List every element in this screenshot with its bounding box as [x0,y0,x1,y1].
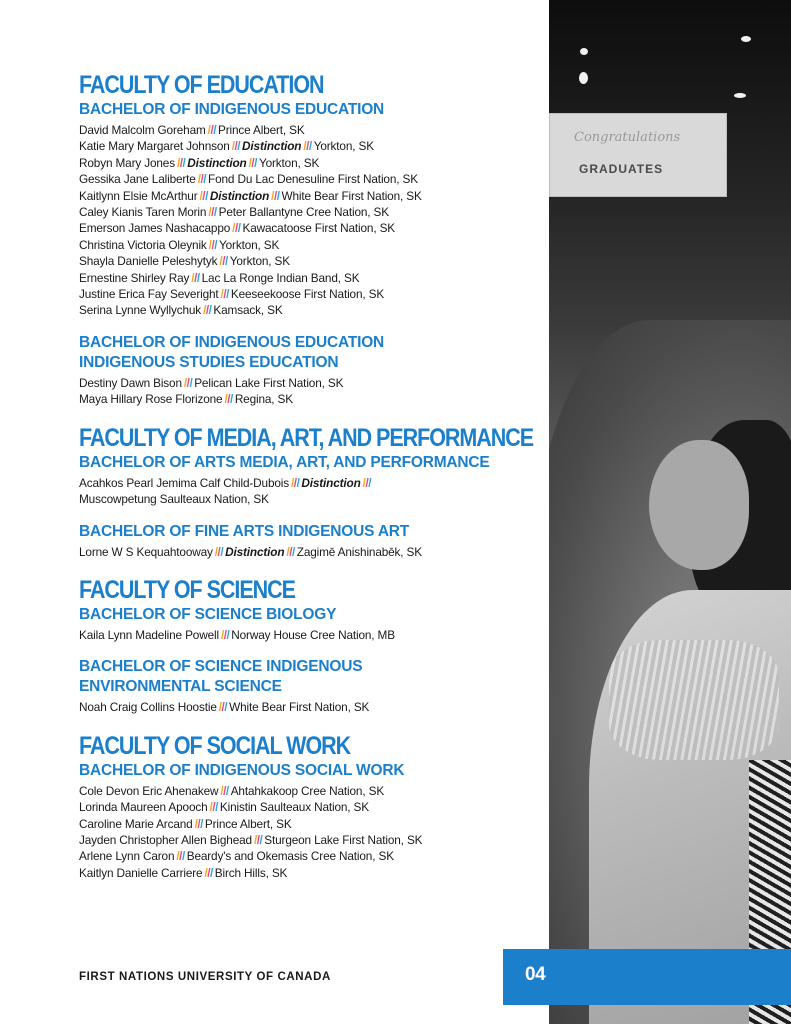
graduate-entry [79,699,549,715]
separator-slash: / [212,800,216,815]
separator-slash: / [291,475,294,490]
separator-slashes [221,628,229,642]
graduate-list [79,544,549,560]
graduate-name: Caroline Marie Arcand [79,816,193,831]
graduate-name: Cole Devon Eric Ahenakew [79,783,219,798]
banner-script: Congratulations [574,130,681,145]
separator-slashes [219,700,227,714]
graduate-entry [79,627,549,643]
separator-slash: / [227,392,231,407]
separator-slash: / [251,155,255,170]
separator-slashes [291,476,299,490]
separator-slash: / [230,392,233,407]
separator-slash: / [213,205,217,220]
graduate-hometown: Kawacatoose First Nation, SK [242,221,396,236]
graduate-entry [79,799,549,815]
separator-slash: / [176,155,180,170]
separator-slash: / [211,205,214,220]
graduate-list [79,627,549,643]
separator-slash: / [234,139,238,154]
graduate-hometown: Norway House Cree Nation, MB [231,627,395,642]
separator-slash: / [293,475,297,490]
separator-slashes [195,817,203,831]
graduate-hometown: Yorkton, SK [219,237,280,252]
separator-slash: / [208,237,212,252]
separator-slash: / [223,627,227,642]
graduate-hometown: Keeseekoose First Nation, SK [230,287,385,302]
separator-slash: / [209,800,213,815]
separator-slashes [249,156,257,170]
graduate-face [649,440,749,570]
graduate-entry [79,171,549,187]
separator-slash: / [226,627,230,642]
separator-slash: / [308,139,312,154]
graduate-entry [79,832,549,848]
separator-slash: / [197,816,201,831]
graduate-entry [79,865,549,881]
separator-slash: / [179,155,183,170]
program-heading: BACHELOR OF INDIGENOUS EDUCATION [79,101,385,118]
ceiling-light [579,72,588,84]
separator-slash: / [208,303,212,318]
separator-slash: / [223,287,227,302]
separator-slashes [177,156,185,170]
separator-slash: / [254,155,257,170]
separator-slash: / [220,627,224,642]
program-heading: BACHELOR OF FINE ARTS INDIGENOUS ART [79,522,410,540]
graduate-name: Kaila Lynn Madeline Powell [79,627,219,642]
graduate-entry [79,155,549,171]
separator-slashes [219,254,227,268]
separator-slash: / [291,544,295,559]
separator-slash: / [196,270,200,285]
separator-slash: / [194,270,197,285]
separator-slash: / [256,832,260,847]
graduate-hometown: Yorkton, SK [229,254,290,269]
graduate-name: Serina Lynne Wyllychuk [79,303,202,318]
separator-slash: / [303,139,307,154]
graduate-entry [79,475,549,508]
graduate-name: Ernestine Shirley Ray [79,270,190,285]
banner-text: GRADUATES [579,162,664,176]
graduate-entry [79,391,549,407]
program-heading: ENVIRONMENTAL SCIENCE [79,678,282,696]
separator-slash: / [368,475,372,490]
distinction-label: Distinction [301,475,361,490]
graduate-hometown: Peter Ballantyne Cree Nation, SK [218,205,389,220]
graduate-entry [79,138,549,154]
graduate-name: Robyn Mary Jones [79,155,175,170]
section-spacer [79,408,549,423]
program-spacer [79,508,549,522]
graduate-name: Jayden Christopher Allen Bighead [79,832,252,847]
separator-slashes [303,139,311,153]
separator-slash: / [210,865,213,880]
ceiling-light [734,93,746,98]
separator-slash: / [176,849,180,864]
separator-slash: / [203,303,206,318]
graduate-name: Lorinda Maureen Apooch [79,800,208,815]
graduate-name: Shayla Danielle Peleshytyk [79,254,218,269]
graduate-entry [79,204,549,220]
graduate-entry [79,270,549,286]
graduate-hometown: Yorkton, SK [313,139,374,154]
separator-slashes [221,287,229,301]
faculty-heading: FACULTY OF MEDIA, ART, AND PERFORMANCE [79,423,534,452]
separator-slash: / [289,544,292,559]
separator-slash: / [259,832,263,847]
separator-slash: / [214,544,218,559]
separator-slash: / [232,221,235,236]
graduate-hometown: Kinistin Saulteaux Nation, SK [219,800,369,815]
graduate-hometown: Prince Albert, SK [218,123,305,137]
graduate-hometown: Yorkton, SK [258,155,320,170]
separator-slash: / [181,849,185,864]
separator-slash: / [231,139,235,154]
separator-slashes [176,849,184,863]
graduate-name: Emerson James Nashacappo [79,221,231,236]
separator-slashes [232,139,240,153]
separator-slash: / [182,155,186,170]
section-spacer [79,716,549,731]
separator-slashes [286,545,294,559]
separator-slash: / [306,139,309,154]
graduate-entry [79,375,549,391]
separator-slash: / [194,816,198,831]
separator-slashes [184,376,192,390]
separator-slashes [198,172,206,186]
graduate-hometown: Sturgeon Lake First Nation, SK [264,832,423,847]
separator-slash: / [273,188,277,203]
graduate-list [79,122,549,319]
separator-slash: / [237,139,241,154]
faculty-heading: FACULTY OF SCIENCE [79,575,295,604]
graduate-hometown: Ahtahkakoop Cree Nation, SK [230,783,385,798]
graduate-name: Noah Craig Collins Hoostie [79,700,217,715]
separator-slash: / [253,832,257,847]
separator-slashes [254,833,262,847]
graduate-name: Lorne W S Kequahtooway [79,544,213,559]
separator-slash: / [210,123,214,137]
separator-slash: / [204,865,208,880]
graduate-list [79,475,549,508]
graduate-entry [79,237,549,253]
graduate-name: Gessika Jane Laliberte [79,172,196,187]
separator-slashes [208,123,216,137]
graduate-hometown: Pelican Lake First Nation, SK [194,375,344,390]
graduate-entry [79,848,549,864]
graduate-entry [79,816,549,832]
graduate-entry [79,302,549,318]
garment-fringe [609,640,779,760]
separator-slash: / [220,544,224,559]
graduate-name: Arlene Lynn Caron [79,849,175,864]
separator-slash: / [205,303,209,318]
program-spacer [79,319,549,333]
separator-slash: / [223,783,226,798]
separator-slash: / [362,475,366,490]
ceiling-light [580,48,588,55]
graduate-name: Justine Erica Fay Severight [79,287,219,302]
graduate-name: Acahkos Pearl Jemima Calf Child-Dubois [79,475,290,490]
program-heading: BACHELOR OF SCIENCE BIOLOGY [79,605,337,623]
graduate-name: Katie Mary Margaret Johnson [79,139,230,154]
separator-slash: / [207,865,211,880]
graduate-entry [79,783,549,799]
separator-slash: / [276,188,280,203]
graduate-name: Christina Victoria Oleynik [79,237,207,252]
separator-slash: / [271,188,274,203]
distinction-label: Distinction [242,139,302,154]
separator-slash: / [186,375,190,390]
separator-slashes [204,866,212,880]
separator-slash: / [225,783,229,798]
separator-slash: / [202,188,206,203]
graduate-hometown: Regina, SK [234,392,293,407]
separator-slash: / [213,123,216,137]
separator-slash: / [207,123,211,137]
separator-slashes [203,303,211,317]
program-heading: INDIGENOUS STUDIES EDUCATION [79,353,339,371]
separator-slashes [232,221,240,235]
separator-slash: / [296,475,300,490]
separator-slashes [208,205,216,219]
section-spacer [79,560,549,575]
graduate-hometown: Kamsack, SK [213,303,283,318]
graduates-list [79,70,549,881]
separator-slash: / [217,544,221,559]
graduate-hometown: Lac La Ronge Indian Band, SK [201,270,360,285]
separator-slash: / [224,392,228,407]
graduate-hometown: Birch Hills, SK [214,865,288,880]
distinction-label: Distinction [209,188,270,203]
graduate-name: Kaitlynn Elsie McArthur [79,188,198,203]
separator-slash: / [215,800,218,815]
page-number: 04 [525,964,546,985]
separator-slash: / [224,254,228,269]
graduates-banner [549,113,727,197]
graduate-list [79,783,549,881]
separator-slashes [220,784,228,798]
faculty-heading: FACULTY OF SOCIAL WORK [79,731,351,760]
distinction-label: Distinction [187,155,247,170]
separator-slashes [191,271,199,285]
graduate-list [79,375,549,408]
graduate-hometown: Prince Albert, SK [204,816,292,831]
separator-slash: / [179,849,182,864]
separator-slash: / [220,287,224,302]
graduate-name: Caley Kianis Taren Morin [79,205,207,220]
separator-slash: / [189,375,193,390]
graduate-name: Kaitlyn Danielle Carriere [79,865,203,880]
program-spacer [79,643,549,657]
separator-slashes [224,392,232,406]
separator-slashes [271,189,279,203]
separator-slash: / [221,700,225,715]
graduate-hometown: Muscowpetung Saulteaux Nation, SK [79,492,269,507]
graduate-entry [79,253,549,269]
separator-slash: / [205,188,208,203]
graduate-entry [79,188,549,204]
graduate-name: David Malcolm Goreham [79,123,206,137]
separator-slashes [210,800,218,814]
graduate-name: Maya Hillary Rose Florizone [79,392,223,407]
separator-slashes [209,238,217,252]
distinction-label: Distinction [225,544,285,559]
graduate-list [79,699,549,715]
separator-slash: / [286,544,290,559]
graduate-name: Destiny Dawn Bison [79,375,182,390]
separator-slash: / [199,188,203,203]
separator-slash: / [211,237,215,252]
ceiling-light [741,36,751,42]
separator-slash: / [224,700,228,715]
separator-slash: / [219,254,223,269]
faculty-heading: FACULTY OF EDUCATION [79,71,324,99]
program-heading: BACHELOR OF SCIENCE INDIGENOUS [79,658,363,676]
separator-slash: / [183,375,187,390]
graduate-hometown: White Bear First Nation, SK [229,700,370,715]
page-number-box [503,949,791,1005]
graduate-hometown: Beardy's and Okemasis Cree Nation, SK [186,849,394,864]
graduate-entry [79,286,549,302]
separator-slashes [215,545,223,559]
separator-slash: / [220,783,224,798]
separator-slashes [200,189,208,203]
graduate-entry [79,220,549,236]
separator-slash: / [222,254,225,269]
graduate-hometown: Fond Du Lac Denesuline First Nation, SK [208,172,418,187]
separator-slash: / [200,816,203,831]
separator-slash: / [191,270,195,285]
separator-slash: / [365,475,369,490]
separator-slash: / [208,205,212,220]
graduate-entry [79,122,549,138]
separator-slash: / [203,172,207,187]
separator-slashes [363,476,371,490]
program-heading: BACHELOR OF INDIGENOUS SOCIAL WORK [79,761,405,779]
program-heading: BACHELOR OF INDIGENOUS EDUCATION [79,333,385,351]
separator-slash: / [218,700,222,715]
separator-slash: / [248,155,252,170]
footer-organization: FIRST NATIONS UNIVERSITY OF CANADA [79,971,331,983]
separator-slash: / [234,221,238,236]
separator-slash: / [197,172,201,187]
separator-slash: / [200,172,204,187]
separator-slash: / [226,287,229,302]
graduation-ceremony-photo [549,0,791,1024]
graduate-hometown: Zagimē Anishinabēk, SK [296,544,422,559]
graduate-hometown: White Bear First Nation, SK [281,188,422,203]
separator-slash: / [237,221,241,236]
program-heading: BACHELOR OF ARTS MEDIA, ART, AND PERFORMANCE [79,453,490,471]
graduate-entry [79,544,549,560]
separator-slash: / [214,237,218,252]
